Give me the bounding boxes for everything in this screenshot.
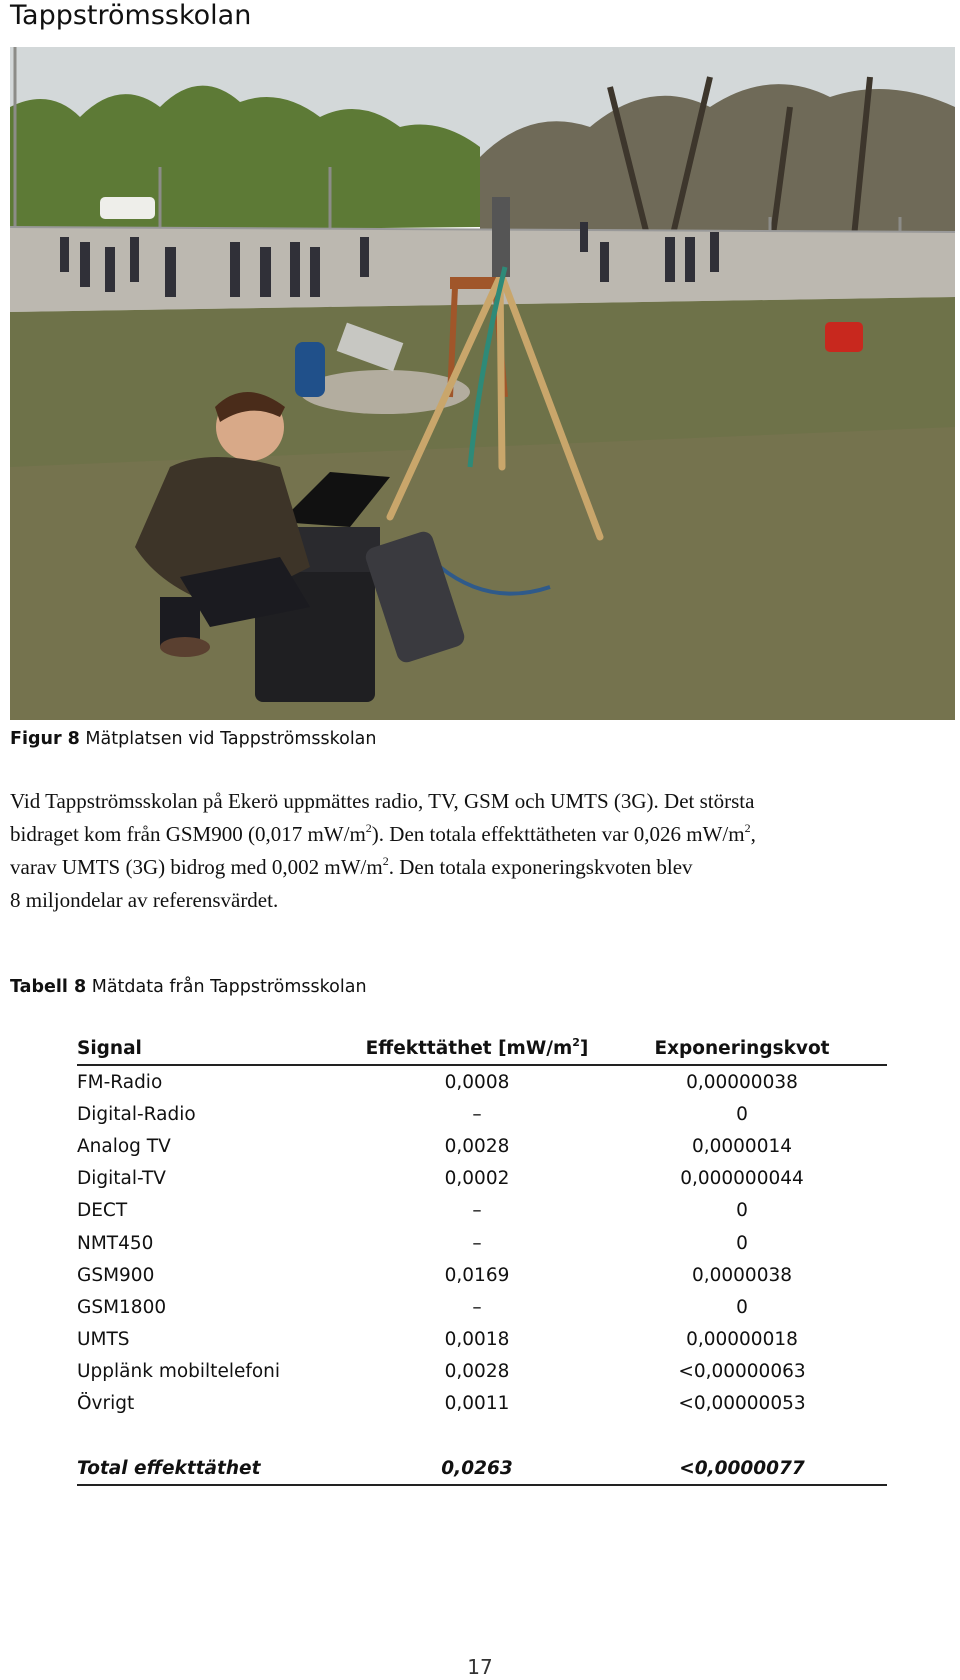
cell-signal: UMTS [77, 1329, 130, 1351]
cell-density: – [472, 1103, 482, 1125]
table-caption [10, 977, 367, 997]
table-body [77, 1066, 887, 1420]
measurement-table [77, 1032, 887, 1486]
cell-signal: Digital-Radio [77, 1103, 196, 1125]
table-header-row [77, 1032, 887, 1066]
text-run: , [750, 822, 756, 846]
page-title: Tappströmsskolan [10, 0, 252, 31]
cell-ratio: 0,0000038 [691, 1264, 793, 1286]
cell-signal: Analog TV [77, 1135, 171, 1157]
measurement-site-photo [10, 47, 955, 720]
cell-ratio: 0 [736, 1232, 748, 1254]
text-run: bidraget kom från GSM900 (0,017 mW/m [10, 822, 366, 846]
page-number: 17 [467, 1655, 493, 1679]
superscript: 2 [744, 821, 751, 835]
cell-ratio: 0 [736, 1296, 748, 1318]
cell-density: 0,0008 [444, 1071, 510, 1093]
cell-signal: DECT [77, 1200, 128, 1222]
cell-density: – [472, 1296, 482, 1318]
cell-ratio: 0 [736, 1103, 748, 1125]
table-row [77, 1324, 887, 1356]
cell-density: 0,0028 [444, 1361, 510, 1383]
cell-signal: Övrigt [77, 1393, 135, 1415]
cell-ratio: 0 [736, 1200, 748, 1222]
table-row [77, 1291, 887, 1323]
table-row [77, 1066, 887, 1098]
table-total-row [77, 1452, 887, 1486]
table-row [77, 1356, 887, 1388]
cell-ratio: 0,000000044 [680, 1168, 804, 1190]
table-row [77, 1227, 887, 1259]
header-density [357, 1035, 597, 1059]
cell-ratio: 0,00000018 [686, 1329, 798, 1351]
cell-signal: Digital-TV [77, 1168, 166, 1190]
total-density: 0,0263 [441, 1457, 513, 1479]
header-ratio: Exponeringskvot [654, 1037, 830, 1059]
cell-density: – [472, 1200, 482, 1222]
cell-ratio: <0,00000063 [678, 1361, 806, 1383]
body-paragraph [10, 785, 955, 917]
header-bracket: ] [579, 1037, 589, 1059]
cell-density: 0,0011 [444, 1393, 510, 1415]
table-row [77, 1163, 887, 1195]
table-row [77, 1130, 887, 1162]
figure-caption-text: Mätplatsen vid Tappströmsskolan [85, 729, 377, 749]
cell-ratio: <0,00000053 [678, 1393, 806, 1415]
cell-signal: GSM900 [77, 1264, 155, 1286]
header-superscript: 2 [572, 1035, 580, 1049]
table-row [77, 1098, 887, 1130]
cell-signal: GSM1800 [77, 1296, 167, 1318]
cell-density: 0,0028 [444, 1135, 510, 1157]
table-row [77, 1388, 887, 1420]
text-run: ). Den totala effekttätheten var 0,026 mW/m [371, 822, 745, 846]
total-ratio: <0,0000077 [679, 1457, 805, 1479]
total-label: Total effekttäthet [77, 1457, 261, 1479]
header-signal: Signal [77, 1037, 142, 1059]
figure-caption [10, 729, 377, 749]
text-run: varav UMTS (3G) bidrog med 0,002 mW/m [10, 855, 383, 879]
cell-density: – [472, 1232, 482, 1254]
cell-density: 0,0018 [444, 1329, 510, 1351]
cell-ratio: 0,00000038 [686, 1071, 798, 1093]
figure-label: Figur 8 [10, 729, 80, 749]
superscript: 2 [365, 821, 372, 835]
table-row [77, 1195, 887, 1227]
cell-signal: NMT450 [77, 1232, 154, 1254]
paragraph-line [10, 818, 955, 851]
cell-density: 0,0002 [444, 1168, 510, 1190]
table-row [77, 1259, 887, 1291]
header-density-text: Effekttäthet [mW/m [365, 1037, 573, 1059]
paragraph-line: Vid Tappströmsskolan på Ekerö uppmättes radio, TV, GSM och UMTS (3G). Det största [10, 789, 755, 813]
cell-signal: FM-Radio [77, 1071, 163, 1093]
paragraph-line [10, 851, 955, 884]
table-label: Tabell 8 [10, 977, 87, 997]
cell-signal: Upplänk mobiltelefoni [77, 1361, 281, 1383]
text-run: . Den totala exponeringskvoten blev [388, 855, 693, 879]
paragraph-line: 8 miljondelar av referensvärdet. [10, 888, 279, 912]
superscript: 2 [382, 854, 389, 868]
cell-ratio: 0,0000014 [691, 1135, 793, 1157]
cell-density: 0,0169 [444, 1264, 510, 1286]
table-caption-text: Mätdata från Tappströmsskolan [91, 977, 367, 997]
